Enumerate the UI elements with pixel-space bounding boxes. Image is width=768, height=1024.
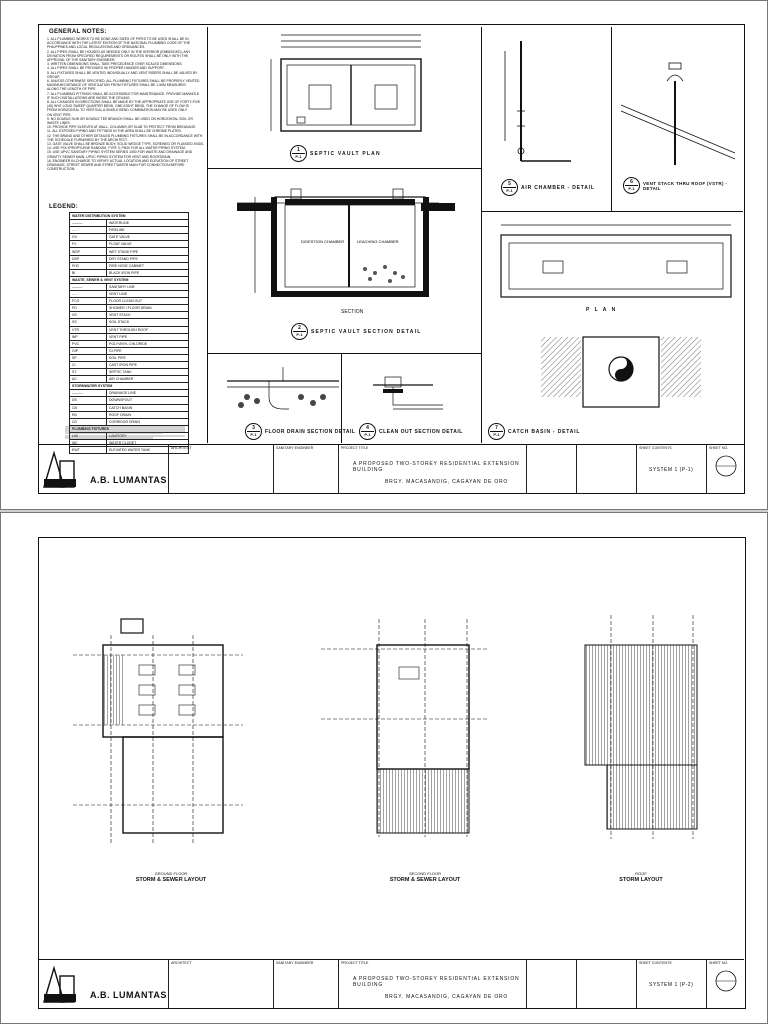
general-note-line: 5. ALL FIXTURES SHALL BE VENTED INDIVIDUALLY AND VENT RISERS SHALL BE VALVED BY [47,70,198,75]
general-note-line: IF SUCH INSTALLATIONS ARE INSIDE THE CEILING. [47,95,131,100]
detail-6-label [623,177,731,194]
tb-sheetno-cell: SHEET NO. [706,445,745,493]
title-block-2 [38,959,744,1008]
general-note-line: 16. ENGINEER IN-CHARGE TO VERIFY ACTUAL LOCATION AND ELEVATION OF STREET [47,158,189,163]
legend-row [70,305,189,312]
detail-title: SEPTIC VAULT SECTION DETAIL [311,328,422,335]
general-note-line: 6. UNLESS OTHERWISE SPECIFIED, ALL PLUMBING FIXTURES SHALL BE PROPERLY VENTED. [47,79,201,84]
legend-description: VENT PIPE [107,333,189,340]
divider [481,211,743,212]
divider [207,168,481,169]
general-note-line: 4. ALL PIPES SHALL BE PROVIDED W/ PROPER HANGER AND SUPPORT. [47,66,165,71]
legend-symbol: WP [70,333,107,340]
legend-symbol: FV [70,241,107,248]
legend-symbol: DS [70,397,107,404]
legend-row [70,241,189,248]
detail-3-label [245,423,355,440]
general-note-line: 15. USE UPVC SANITARY PIPING SYSTEM SERIES 1000 FOR WASTE AND DRAINAGE AND [47,150,193,155]
section-label: SECTION [341,309,364,315]
general-note-line: 14. USE POLYPROPYLENE RANDOM, TYPE 3, PN20 FOR ALL WATER PIPING SYSTEM. [47,146,186,151]
legend-title: LEGEND: [49,204,79,210]
sheet-no-bubble [715,970,737,992]
legend-description: VENT STACK [107,312,189,319]
legend-description: WATER CLOSET [107,440,189,447]
general-notes-title: GENERAL NOTES: [49,29,107,35]
general-note-line: 7. ALL PLUMBING FITTINGS SHALL BE ACCESSIBLE FOR MAINTENANCE. PROVIDE MANHOLE [47,91,200,96]
general-note-line: 8. ALL CHANGES IN DIRECTIONS SHALL BE MADE BY THE APPROPRIATE USE OF FORTY-FIVE [47,100,201,105]
legend-symbol: - - - [70,291,107,298]
legend-table [69,212,189,454]
firm-logo [42,964,78,1004]
general-note-line: CONSTRUCTION. [47,167,76,172]
legend-row [70,262,189,269]
legend-symbol: ——— [70,283,107,290]
divider [611,27,612,211]
legend-row [70,411,189,418]
legend-symbol: GV [70,234,107,241]
firm-logo-mark [42,964,78,1004]
general-note-line: ALONG THE LENGTH OF PIPE. [47,87,97,92]
tb-engineer-cell: SANITARY ENGINEER [273,960,339,1008]
legend-row [70,220,189,227]
drawing-sheet-1 [0,0,768,510]
title-block-1 [38,444,744,493]
legend-section-row [70,213,189,220]
legend-row [70,291,189,298]
tb-architect-cell: ARCHITECT [168,960,274,1008]
legend-row [70,397,189,404]
legend-symbol: RD [70,411,107,418]
chamber-label-digestion: DIGESTION CHAMBER [301,239,345,244]
legend-row [70,354,189,361]
legend-description: GI PIPE [107,347,189,354]
detail-4-label [359,423,463,440]
general-note-line: 1. ALL PLUMBING WORKS TO BE DONE AND SIZES OF PIPES TO BE USED SHALL BE IN [47,37,189,41]
legend-description: GATE VALVE [107,234,189,241]
ground-floor-storm-sewer-layout [43,605,253,865]
project-title: A PROPOSED TWO-STOREY RESIDENTIAL EXTENSION BUILDING [353,976,520,988]
detail-title: CLEAN OUT SECTION DETAIL [379,428,463,435]
layout-floor-label: SECOND FLOOR [408,871,441,876]
detail-bubble: 7 P-1 [488,423,505,440]
detail-title: FLOOR DRAIN SECTION DETAIL [265,428,356,435]
clean-out-section-drawing [373,359,473,419]
legend-row [70,298,189,305]
legend-row [70,404,189,411]
legend-symbol: WASTE, SEWER & VENT SYSTEM [70,276,189,283]
legend-section-row [70,383,189,390]
legend-symbol: VS [70,312,107,319]
legend-description: CAST IRON PIPE [107,361,189,368]
general-note-line: MAXIMUM DISTANCE OF VENTILATION FROM FIXTURES SHALL BE 1.50M MEASURED [47,83,186,88]
legend-row [70,340,189,347]
detail-bubble: 2 P-1 [291,323,308,340]
legend-symbol: FD [70,305,107,312]
layout-floor-label: GROUND FLOOR [154,871,188,876]
divider [207,353,481,354]
legend-symbol: CB [70,404,107,411]
legend-row [70,333,189,340]
general-note-line: PHILIPPINES AND LOCAL REGULATIONS AND ORDINANCES. [47,45,146,50]
tb-meta-2 [576,445,637,493]
legend-symbol: WATER DISTRIBUTION SYSTEM [70,213,189,220]
general-note-line: APPROVAL OF THE SANITARY ENGINEER. [47,58,116,63]
legend-description: DOWNSPOUT [107,397,189,404]
detail-1-label [290,145,381,162]
tb-engineer-cell: SANITARY ENGINEER [273,445,339,493]
legend-description: CATCH BASIN [107,404,189,411]
legend-description: ELEVATED WATER TANK [107,447,189,454]
second-floor-storm-sewer-layout [301,609,491,841]
legend-symbol: ST [70,369,107,376]
legend-symbol: VTR [70,326,107,333]
tb-contents-cell: SHEET CONTENTS SYSTEM 1 (P-2) [636,960,707,1008]
legend-symbol: SP [70,354,107,361]
detail-7-label [488,423,580,440]
catch-basin-plan-drawing [491,217,741,307]
layout-title: STORM LAYOUT [619,877,663,883]
plan-label: P L A N [586,307,618,313]
legend-row [70,255,189,262]
detail-title: SEPTIC VAULT PLAN [310,150,381,157]
legend-description: ROOF DRAIN [107,411,189,418]
legend-description: WET STAND PIPE [107,248,189,255]
legend-symbol: BI [70,269,107,276]
general-note-line: GRAVITY SEWER MAIN. UPVC PIPING SYSTEM FOR VENT AND ROOFDRAIN. [47,154,172,159]
legend-description: FLOAT VALVE [107,241,189,248]
general-note-line: (45) WYE LONG SWEEP QUARTER BEND, ONE-EIGHT BEND, THE CHANGE OF FLOW IS [47,104,189,109]
legend-row [70,326,189,333]
detail-bubble: 1 P-1 [290,145,307,162]
legend-symbol: LAV [70,432,107,439]
detail-bubble: 6 P-1 [623,177,640,194]
divider [481,27,482,443]
detail-bubble: 3 P-1 [245,423,262,440]
legend-symbol: AC [70,376,107,383]
legend-description: VENT LINE [107,291,189,298]
roof-storm-layout [567,611,717,841]
general-note-line: THE SCHEDULE FURNISHED BY THE ARCHITECT. [47,137,128,142]
legend-symbol: PLUMBING FIXTURES [70,425,189,432]
legend-symbol: PVC [70,340,107,347]
legend-symbol: EWT [70,447,107,454]
legend-symbol: STORMWATER SYSTEM [70,383,189,390]
legend-description: AIR CHAMBER [107,376,189,383]
legend-symbol: FHC [70,262,107,269]
legend-row [70,369,189,376]
firm-name: A.B. LUMANTAS [90,990,167,1000]
tb-meta-2 [576,960,637,1008]
legend-row [70,347,189,354]
legend-row [70,269,189,276]
layout-title: STORM & SEWER LAYOUT [135,877,207,883]
legend-row [70,390,189,397]
legend-section-row [70,276,189,283]
catch-basin-section-drawing [531,317,711,417]
project-title: A PROPOSED TWO-STOREY RESIDENTIAL EXTENSION BUILDING [353,461,520,473]
general-notes-panel [41,27,208,453]
legend-description: SHOWER / FLOOR DRAIN [107,305,189,312]
tb-sheetno-cell: SHEET NO. [706,960,745,1008]
general-note-line: DEVIATION FROM SPECIFIED REQUIREMENTS OR ROUTES SHALL BE ONLY WITH THE [47,53,189,58]
tb-contents-cell: SHEET CONTENTS SYSTEM 1 (P-1) [636,445,707,493]
general-note-line: 13. GATE VALVE SHALL BE BRONZE BODY, SOLID WEDGE TYPE, SCREWED OR FLANGED ENDS. [47,142,205,147]
legend-description: POLYVINYL CHLORIDE [107,340,189,347]
legend-description: DRAINAGE LINE [107,390,189,397]
legend-description: FIRE HOSE CABINET [107,262,189,269]
general-note-line: FROM HORIZONTAL TO VERTICAL A SINGLE BEND COMBINATION MAY BE USED ONLY [47,108,188,113]
general-note-line: 12. THE BRAND AND OTHER DETAILED PLUMBING FIXTURES SHALL BE IN ACCORDANCE WITH [47,133,203,138]
legend-symbol: DSP [70,255,107,262]
tb-architect-cell: ARCHITECT [168,445,274,493]
legend-description: FLOOR CLEAN OUT [107,298,189,305]
legend-symbol: FCO [70,298,107,305]
legend-description: WATERLINE [107,220,189,227]
firm-logo-mark [42,449,78,489]
legend-description: SOIL PIPE [107,354,189,361]
sheet-no-bubble [715,455,737,477]
general-note-line: GROUP. [47,74,60,79]
legend-symbol: CI [70,361,107,368]
chamber-label-leaching: LEACHING CHAMBER [357,239,399,244]
vent-stack-thru-roof-drawing [615,41,739,171]
tb-sheet-meta [526,960,577,1008]
detail-bubble: 4 P-1 [359,423,376,440]
detail-title: AIR CHAMBER - DETAIL [521,184,595,191]
legend-description: SANITARY LINE [107,283,189,290]
legend-symbol: - - - [70,227,107,234]
legend-description: CORRIDOR DRAIN [107,418,189,425]
legend-symbol: SS [70,319,107,326]
septic-vault-plan-drawing [251,29,441,147]
sheet-contents: SYSTEM 1 (P-1) [649,467,694,473]
notes-block-paragraph [63,425,187,441]
legend-row [70,319,189,326]
legend-description: VENT THROUGH ROOF [107,326,189,333]
general-note-line: 11. ALL EXPOSED PIPING AND FITTINGS IN THE AREA SHALL BE CHROME PLATED. [47,129,182,134]
legend-description: SOIL STACK [107,319,189,326]
septic-vault-section-drawing [225,173,465,323]
general-note-line: 9. NO DOUBLE HUB OR DOUBLE TEE BRANCH SHALL BE USED ON HORIZONTAL SOIL OR [47,116,193,121]
detail-bubble: 5 P-1 [501,179,518,196]
legend-symbol: WSP [70,248,107,255]
layout-floor-label: ROOF [635,871,647,876]
general-note-line: WASTE LINES. [47,121,71,126]
air-chamber-drawing [491,31,601,181]
firm-name: A.B. LUMANTAS [90,475,167,485]
notes-paragraph-lines [63,425,187,441]
legend-description: BLACK IRON PIPE [107,269,189,276]
legend-description: SEPTIC TANK [107,369,189,376]
project-location: BRGY. MACASANDIG, CAGAYAN DE ORO [385,994,509,1000]
legend-row [70,361,189,368]
legend-row [70,312,189,319]
project-location: BRGY. MACASANDIG, CAGAYAN DE ORO [385,479,509,485]
legend-row [70,283,189,290]
legend-row [70,248,189,255]
legend-row [70,227,189,234]
legend-row [70,234,189,241]
legend-symbol: ——— [70,220,107,227]
floor-drain-section-drawing [227,357,339,419]
general-note-line: ON VENT PIPE. [47,112,72,117]
detail-title: CATCH BASIN - DETAIL [508,428,581,435]
firm-logo [42,449,78,489]
general-note-line: ACCORDANCE WITH THE LATEST EDITION OF THE NATIONAL PLUMBING CODE OF THE [47,41,191,46]
general-note-line: DRAINAGE, STREET SEWER AND STREET WATER MAIN FOR CONNECTION BEFORE [47,163,185,168]
general-note-line: 10. PROVIDE PIPE SLEEVES AT WALL, COLUMNS OR SLAB TO PROTECT FROM BREAKAGE. [47,125,197,130]
legend-description: FIRELINE [107,227,189,234]
detail-5-label [501,179,595,196]
tb-sheet-meta [526,445,577,493]
layout-title: STORM & SEWER LAYOUT [389,877,461,883]
legend-symbol: CD [70,418,107,425]
detail-2-label [291,323,421,340]
general-notes-list [47,37,205,172]
legend-symbol: WC [70,440,107,447]
legend-description: DRY STAND PIPE [107,255,189,262]
legend-row [70,376,189,383]
tb-project-cell: PROJECT TITLE A PROPOSED TWO-STOREY RESIDENTIAL EXTENSION BUILDING BRGY. MACASANDIG, CAGAYAN DE ORO [338,960,527,1008]
general-note-line: 2. ALL PIPES SHALL BE HOUSED AS NEEDED ONLY IN THE INTERIOR (EMBEDDED), ANY [47,49,191,54]
legend-description: LAVATORY [107,432,189,439]
sheet-contents: SYSTEM 1 (P-2) [649,982,694,988]
legend-symbol: ——— [70,390,107,397]
general-note-line: 3. WRITTEN DIMENSIONS SHALL TAKE PRECEDENCE OVER SCALED DIMENSIONS. [47,62,183,67]
drawing-sheet-2 [0,512,768,1024]
detail-title: VENT STACK THRU ROOF (VSTR) - DETAIL [643,180,728,191]
legend-symbol: GIP [70,347,107,354]
tb-project-cell: PROJECT TITLE A PROPOSED TWO-STOREY RESIDENTIAL EXTENSION BUILDING BRGY. MACASANDIG, CAGAYAN DE ORO [338,445,527,493]
